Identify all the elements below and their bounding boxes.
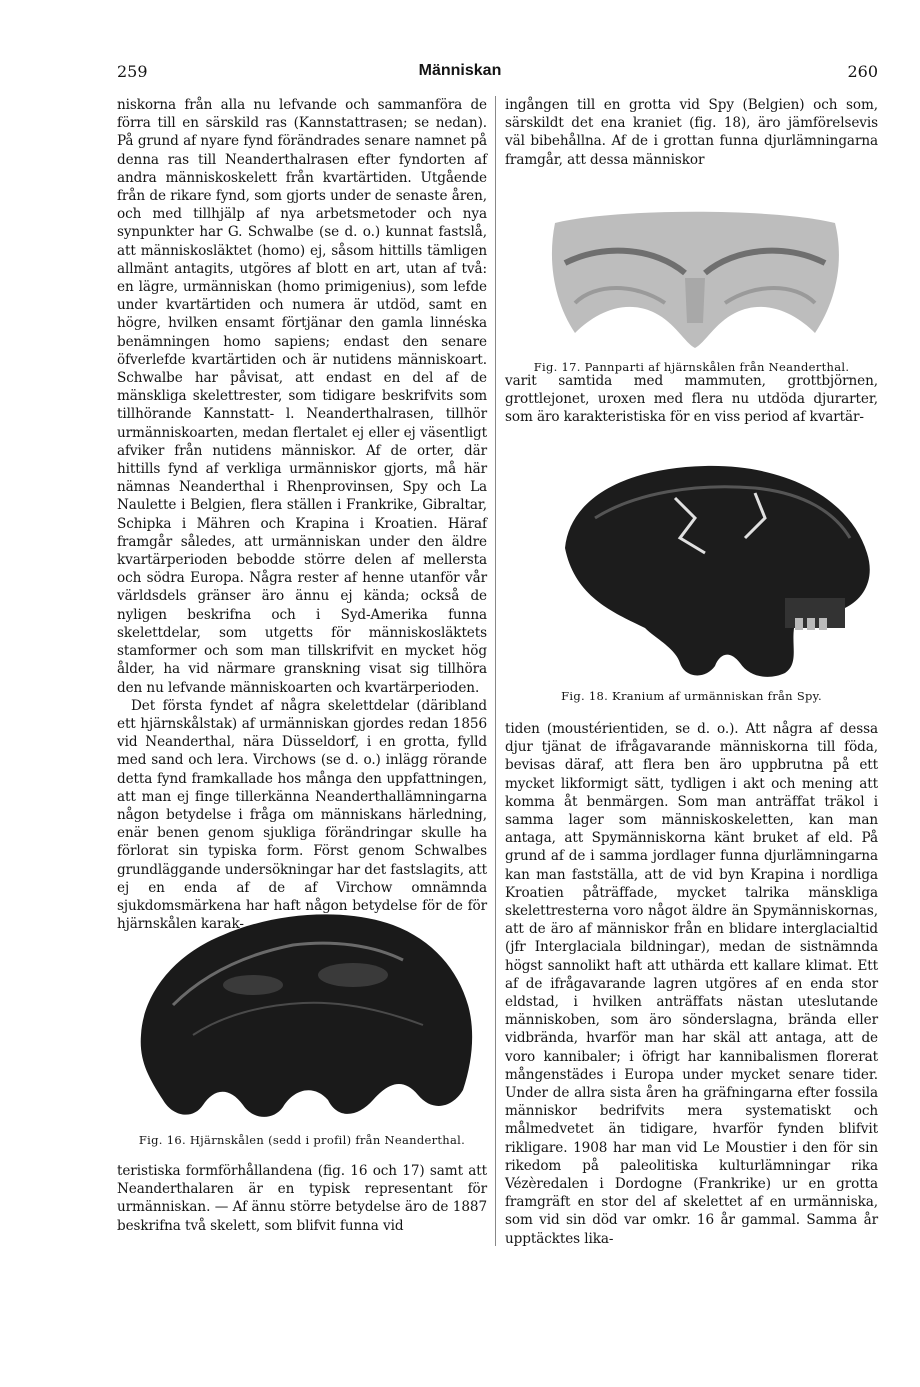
fig17-caption: Fig. 17. Pannparti af hjärnskålen från Neanderthal. <box>533 360 850 374</box>
right-column-text-top <box>505 96 878 169</box>
column-divider <box>495 96 496 1246</box>
left-paragraph-1: niskorna från alla nu lefvande och sammanföra de förra till en särskild ras (Kannstattrasen; se nedan). På grund af nyare fynd förändrades senare namnet på denna ras till Neanderthalrasen efter fyndorten af andra människoskelett från kvartärtiden. Utgående från de rikare fynd, som gjorts under de senaste åren, och med tillhjälp af nya arbetsmetoder och nya synpunkter har G. Schwalbe (se d. o.) kunnat fastslå, att människosläktet (homo) ej, såsom hittills tämligen allmänt antagits, utgöres af blott en art, utan af två: en lägre, urmänniskan (homo primigenius), som lefde under kvartärtiden och numera är utdöd, samt en högre, hvilken ensamt förtjänar den gamla linnéska benämningen homo sapiens; endast den senare öfverlefde kvartärtiden och är nutidens människoart. Schwalbe har påvisat, att endast en del af de mänskliga skelettrester, som tidigare beskrifvits som tillhörande Kannstatt- l. Neanderthalrasen, tillhör urmänniskoarten, medan flertalet ej eller ej väsentligt afviker från nutidens människor. Af de orter, där hittills fynd af verkliga urmänniskor gjorts, må här nämnas Neanderthal i Rhenprovinsen, Spy och La Naulette i Belgien, flera ställen i Frankrike, Gibraltar, Schipka i Mähren och Krapina i Kroatien. Häraf framgår således, att urmänniskan under den äldre kvartärperioden bebodde större delen af mellersta och södra Europa. Några rester af henne utanför vår världsdels gränser äro ännu ej kända; också de nyligen beskrifna och i Syd-Amerika funna skelettdelar, som utgetts för människosläktets stamformer och som man tillskrifvit en mycket hög ålder, ha vid närmare granskning visat sig tillhöra den nu lefvande människoarten och kvartärperioden. <box>117 97 487 696</box>
right-page-number: 260 <box>847 62 878 81</box>
fig16-caption: Fig. 16. Hjärnskålen (sedd i profil) från Neanderthal. <box>138 1133 466 1147</box>
left-column-text-bottom <box>117 1162 487 1235</box>
fig16-skull-profile-image <box>133 885 478 1125</box>
left-column-text-top <box>117 96 487 933</box>
right-paragraph-3: tiden (moustérientiden, se d. o.). Att några af dessa djur tjänat de ifrågavarande människorna till föda, bevisas däraf, att flera ben äro uppbrutna på ett mycket likformigt sätt, tydligen i akt och mening att komma åt benmärgen. Som man anträffat träkol i samma lager som människoskeletten, kan man antaga, att Spymänniskorna känt bruket af eld. På grund af de i samma jordlager funna djurlämningarna kan man fastställa, att de vid byn Krapina i nordliga Kroatien påträffade, mycket talrika mänskliga skelettresterna voro något äldre än Spymänniskornas, att de äro af människor från en blidare interglacialtid (jfr Interglaciala bildningar), medan de sistnämnda högst sannolikt haft att uthärda ett kallare klimat. Ett af de ifrågavarande lagren utgöres af en enda stor eldstad, i hvilken anträffats nästan uteslutande människoben, som äro sönderslagna, brända eller vidbrända, hvarför man har skäl att antaga, att de voro kannibaler; i öfrigt har kannibalismen florerat mångenstädes i Europa under mycket senare tider. Under de allra sista åren ha gräfningarna efter fossila människor bedrifvits mera systematiskt och målmedvetet än tidigare, hvarför fynden blifvit rikligare. 1908 har man vid Le Moustier i den för sin rikedom på paleolitiska kulturlämningar rika Vézèredalen i Dordogne (Frankrike) ur en grotta framgräft en stor del af skelettet af en urmänniska, som vid sin död var omkr. 16 år gammal. Samma år upptäcktes lika- <box>505 721 878 1247</box>
left-paragraph-3: teristiska formförhållandena (fig. 16 och 17) samt att Neanderthalaren är en typisk representant för urmänniskan. — Af ännu större betydelse äro de 1887 beskrifna två skelett, som blifvit funna vid <box>117 1163 487 1234</box>
fig18-caption: Fig. 18. Kranium af urmänniskan från Spy. <box>561 689 822 703</box>
right-paragraph-1: ingången till en grotta vid Spy (Belgien) och som, särskildt det ena kraniet (fig. 18), äro jämförelsevis väl bibehållna. Af de i grottan funna djurlämningarna framgår, att dessa människor <box>505 97 878 168</box>
fig17-brow-ridge-image <box>535 203 855 351</box>
fig18-spy-skull-image <box>555 458 880 683</box>
right-column-text-middle <box>505 372 878 427</box>
left-paragraph-2: Det första fyndet af några skelettdelar (däribland ett hjärnskålstak) af urmänniskan gjordes redan 1856 vid Neanderthal, nära Düsseldorf, i en grotta, fylld med sand och lera. Virchows (se d. o.) inlägg rörande detta fynd framkallade hos många den uppfattningen, att man ej finge tillerkänna Neanderthallämningarna någon betydelse i fråga om människans härledning, enär benen genom sjukliga förändringar skulle ha förlorat sin typiska form. Först genom Schwalbes grundläggande undersökningar har det fastslagits, att ej en enda af de af Virchow omnämnda sjukdomsmärkena har haft någon betydelse för de för hjärnskålen karak- <box>117 697 487 933</box>
page-header <box>0 62 920 88</box>
right-paragraph-2: varit samtida med mammuten, grottbjörnen, grottlejonet, uroxen med flera nu utdöda djurarter, som äro karakteristiska för en viss period af kvartär- <box>505 373 878 426</box>
right-column-text-bottom <box>505 720 878 1248</box>
left-page-number: 259 <box>117 62 148 81</box>
page-title: Människan <box>418 62 502 79</box>
